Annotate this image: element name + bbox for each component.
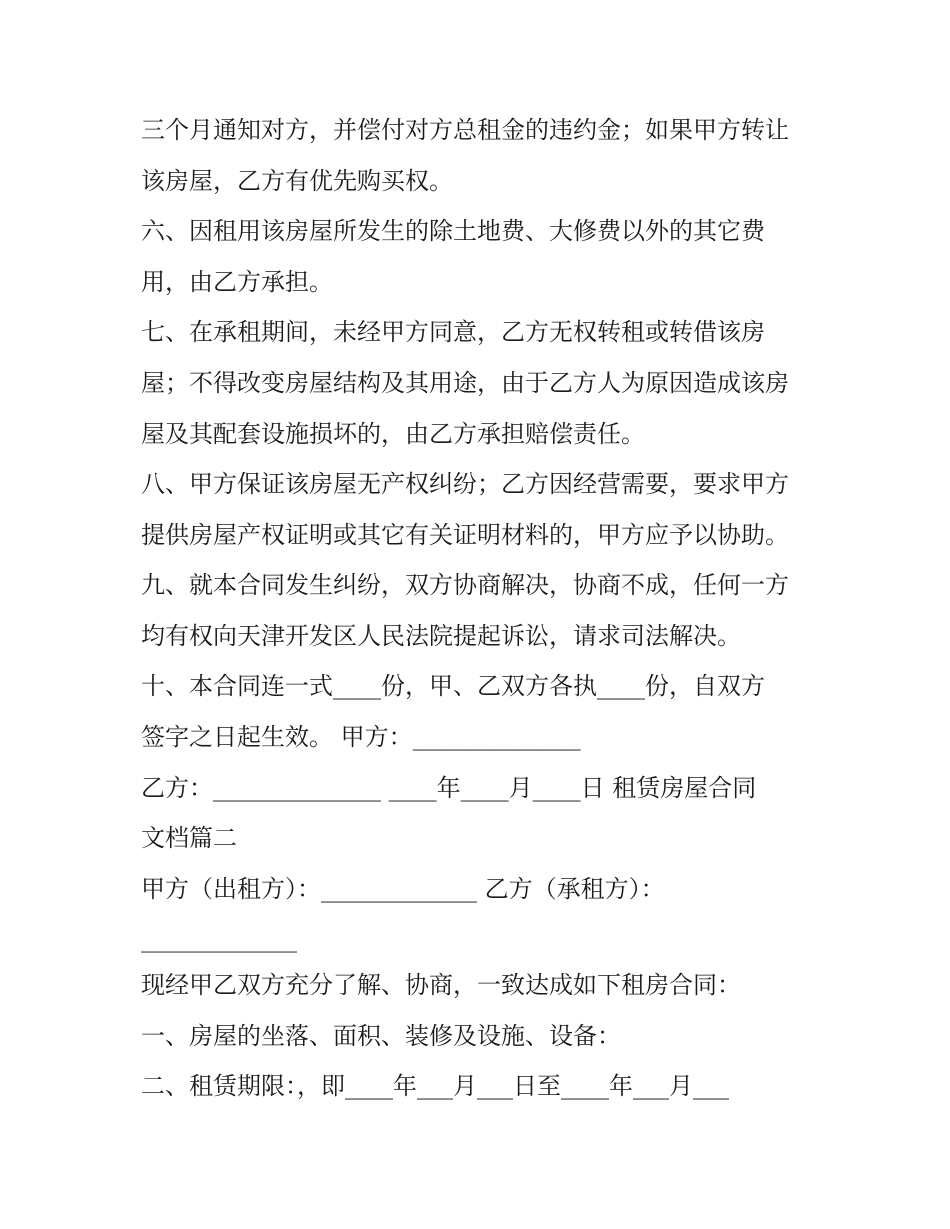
body-text-line: 现经甲乙双方充分了解、协商，一致达成如下租房合同： bbox=[141, 971, 741, 999]
body-text-line: 均有权向天津开发区人民法院提起诉讼，请求司法解决。 bbox=[141, 622, 741, 650]
body-text-line: 屋；不得改变房屋结构及其用途，由于乙方人为原因造成该房 bbox=[141, 369, 789, 397]
body-text-line: 屋及其配套设施损坏的，由乙方承担赔偿责任。 bbox=[141, 420, 645, 448]
body-text-line: 用，由乙方承担。 bbox=[141, 268, 333, 296]
body-text-line: 二、租赁期限：，即____年___月___日至____年___月___ bbox=[141, 1072, 729, 1100]
body-text-line: 九、就本合同发生纠纷，双方协商解决，协商不成，任何一方 bbox=[141, 571, 789, 599]
body-text-line: 三个月通知对方，并偿付对方总租金的违约金；如果甲方转让 bbox=[141, 116, 789, 144]
body-text-line: 七、在承租期间，未经甲方同意，乙方无权转租或转借该房 bbox=[141, 318, 765, 346]
body-text-line: 六、因租用该房屋所发生的除土地费、大修费以外的其它费 bbox=[141, 217, 765, 245]
body-text-line: 十、本合同连一式____份，甲、乙双方各执____份，自双方 bbox=[141, 672, 765, 700]
body-text-line: 八、甲方保证该房屋无产权纠纷；乙方因经营需要，要求甲方 bbox=[141, 470, 789, 498]
body-text-line: 乙方：______________ ____年____月____日 租赁房屋合同 bbox=[141, 774, 757, 802]
body-text-line: _____________ bbox=[141, 925, 297, 953]
body-text-line: 提供房屋产权证明或其它有关证明材料的，甲方应予以协助。 bbox=[141, 521, 789, 549]
body-text-line: 签字之日起生效。 甲方：______________ bbox=[141, 723, 581, 751]
body-text-line: 一、房屋的坐落、面积、装修及设施、设备： bbox=[141, 1022, 621, 1050]
section-heading: 文档篇二 bbox=[141, 824, 237, 852]
body-text-line: 该房屋，乙方有优先购买权。 bbox=[141, 167, 453, 195]
body-text-line: 甲方（出租方）：_____________ 乙方（承租方）： bbox=[141, 875, 665, 903]
